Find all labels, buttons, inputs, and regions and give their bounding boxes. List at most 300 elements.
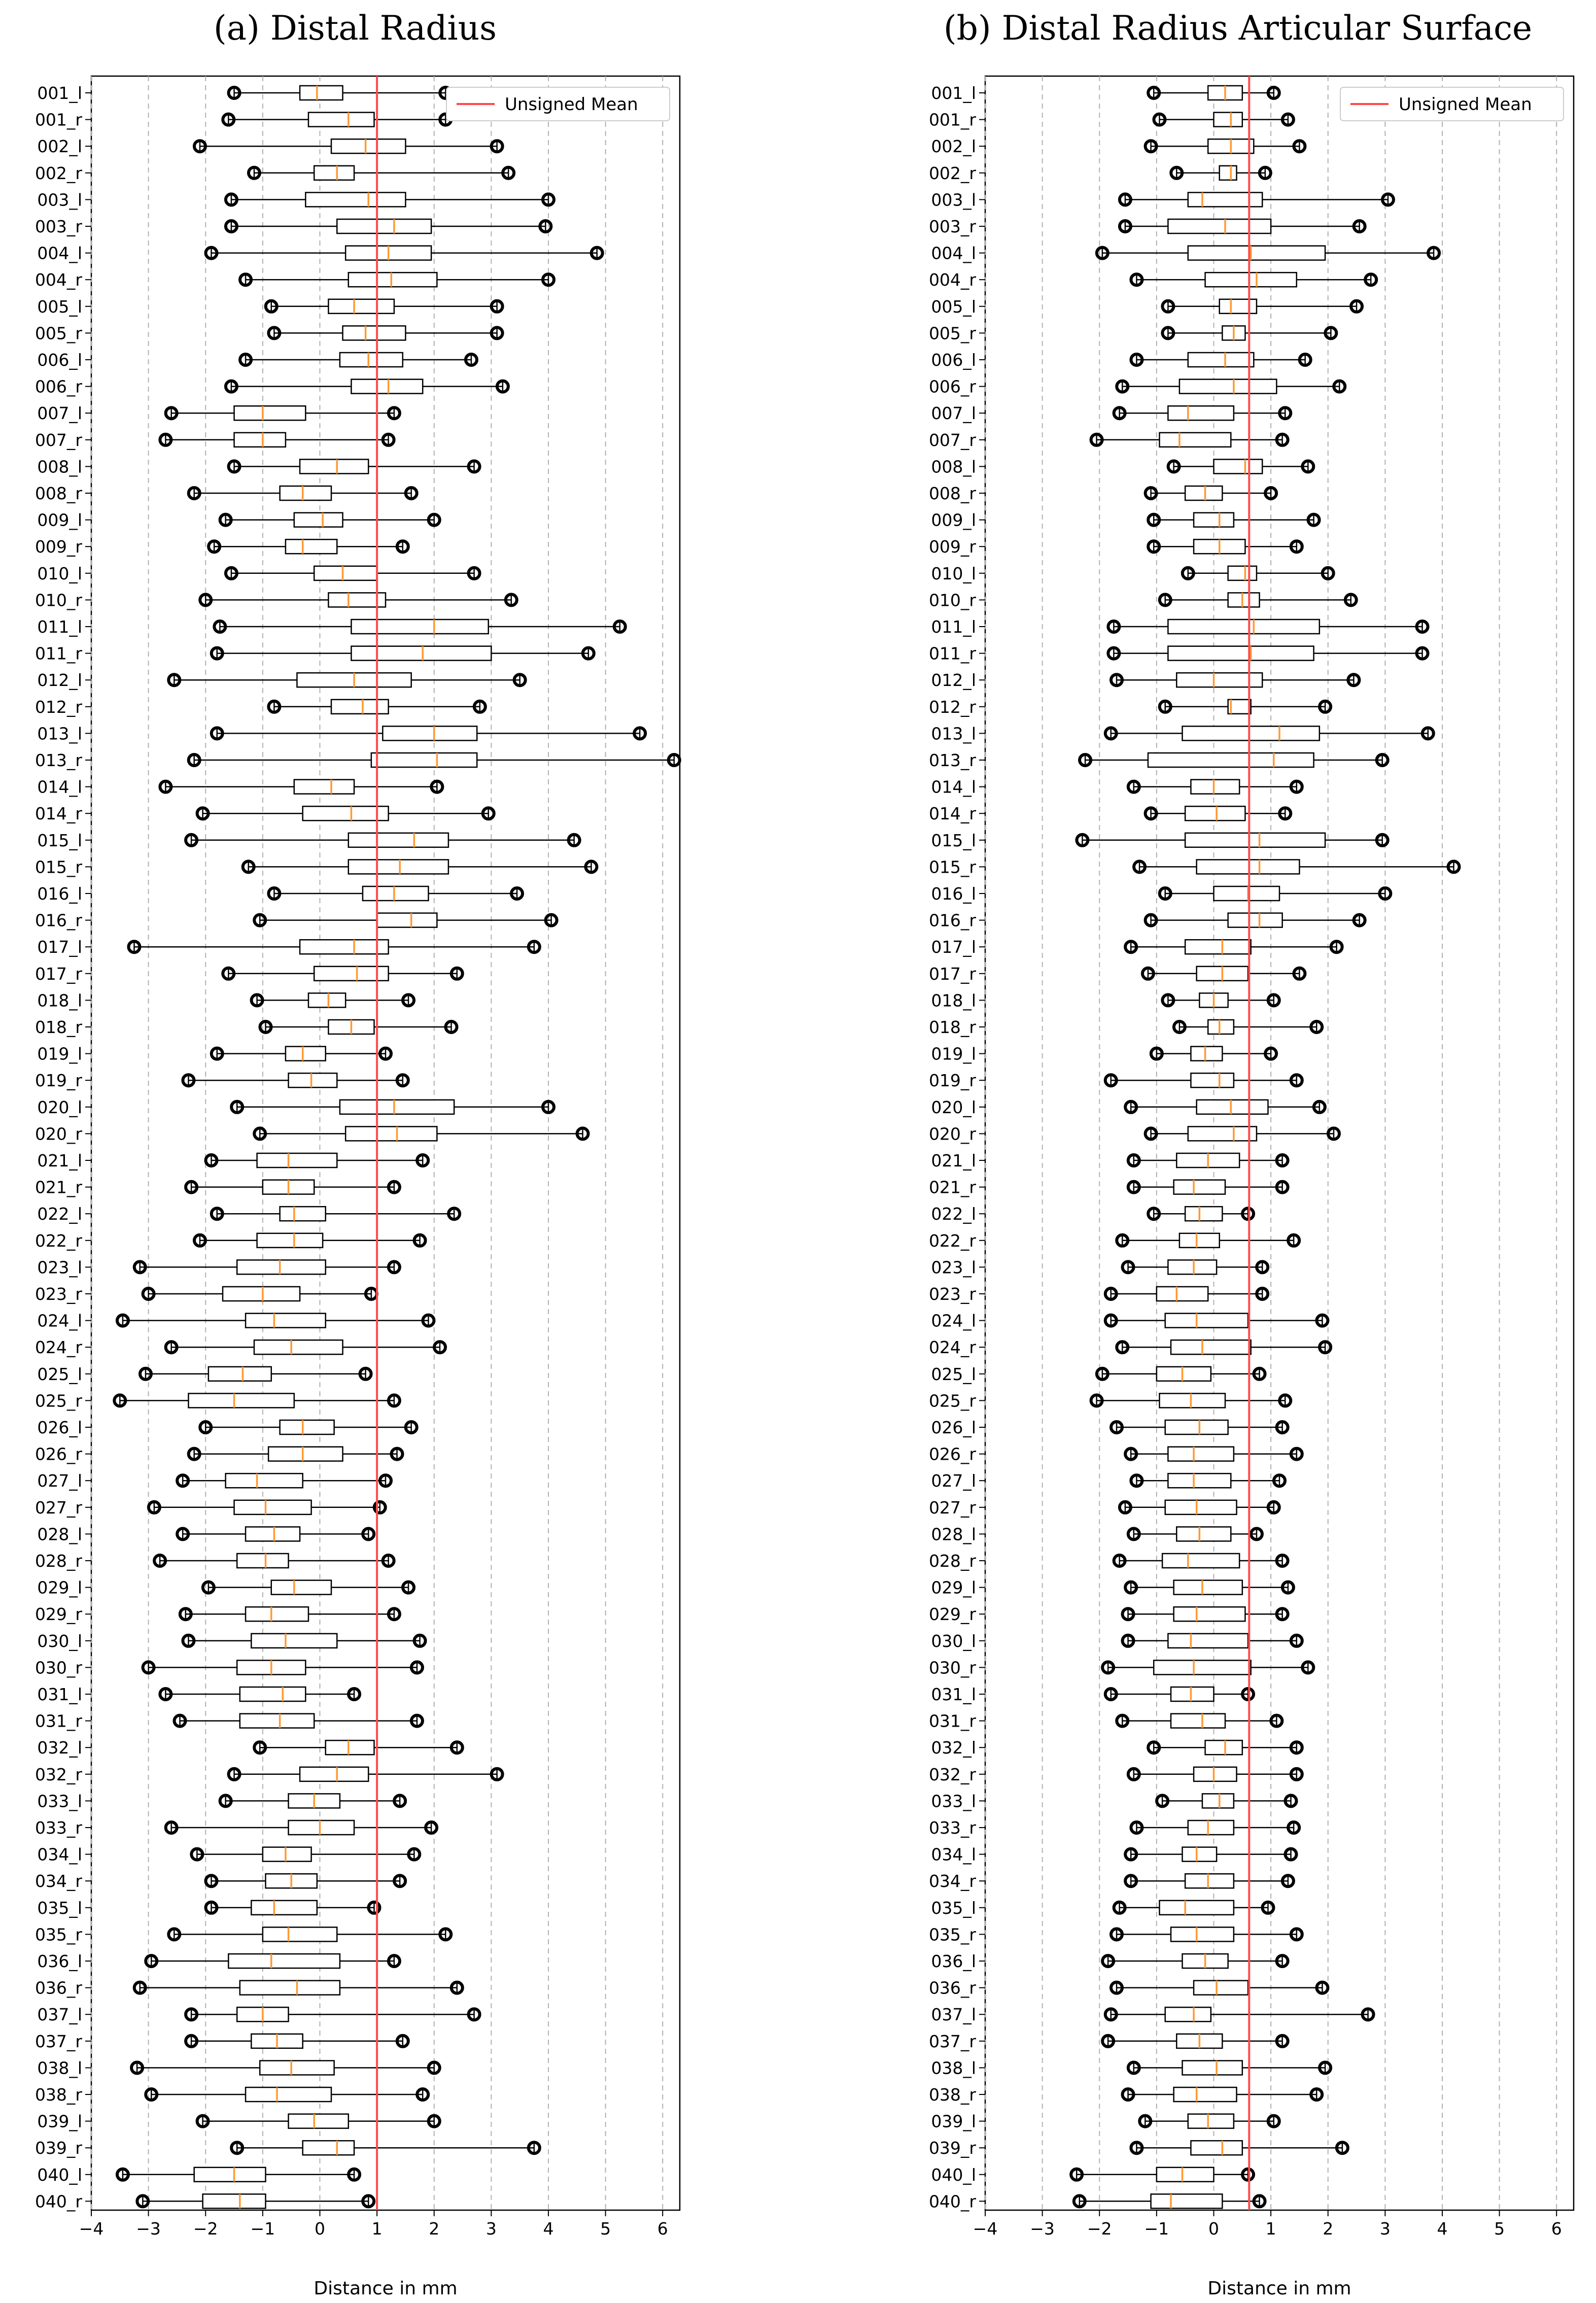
box-iqr (1148, 753, 1314, 767)
y-tick-label: 010_r (928, 590, 976, 610)
box-iqr (377, 913, 437, 927)
box-iqr (1191, 780, 1239, 794)
box-iqr (1174, 1580, 1242, 1595)
y-tick-label: 022_l (37, 1204, 82, 1224)
y-tick-label: 036_r (928, 1978, 976, 1998)
y-tick-label: 036_r (34, 1978, 82, 1998)
box-iqr (1165, 1314, 1248, 1328)
y-tick-label: 030_r (928, 1658, 976, 1678)
y-tick-label: 004_l (37, 243, 82, 263)
legend-label-unsigned-mean: Unsigned Mean (1399, 94, 1532, 115)
y-tick-label: 026_l (931, 1418, 976, 1437)
y-tick-label: 017_l (931, 937, 976, 957)
y-tick-label: 020_l (931, 1097, 976, 1117)
y-tick-label: 032_r (34, 1764, 82, 1784)
y-tick-label: 029_l (931, 1577, 976, 1598)
box-iqr (1162, 1554, 1239, 1568)
y-tick-label: 035_r (928, 1924, 976, 1945)
y-tick-label: 020_r (928, 1124, 976, 1144)
x-tick-label: −1 (250, 2219, 275, 2239)
box-iqr (300, 86, 342, 100)
box-iqr (1157, 1367, 1211, 1381)
y-tick-label: 022_l (931, 1204, 976, 1224)
box-iqr (237, 1554, 288, 1568)
y-tick-label: 038_l (37, 2058, 82, 2078)
box-iqr (326, 1740, 374, 1755)
box-iqr (1188, 1820, 1234, 1835)
y-tick-label: 024_l (931, 1311, 976, 1331)
y-tick-label: 002_r (928, 163, 976, 183)
y-tick-label: 009_l (37, 510, 82, 530)
y-tick-label: 033_l (37, 1791, 82, 1811)
box-iqr (1185, 486, 1222, 500)
y-tick-label: 006_r (928, 376, 976, 397)
y-tick-label: 005_l (931, 296, 976, 317)
y-tick-label: 016_r (34, 910, 82, 931)
y-tick-label: 025_r (928, 1391, 976, 1411)
y-tick-label: 026_r (928, 1444, 976, 1464)
y-tick-label: 017_r (928, 964, 976, 984)
box-iqr (331, 139, 405, 153)
box-iqr (228, 1954, 340, 1968)
box-iqr (331, 700, 389, 714)
box-iqr (343, 326, 406, 340)
y-tick-label: 018_r (928, 1017, 976, 1037)
x-tick-label: −4 (79, 2219, 104, 2239)
y-tick-label: 040_l (931, 2164, 976, 2185)
y-tick-label: 027_r (928, 1497, 976, 1518)
y-tick-label: 025_l (931, 1364, 976, 1384)
box-iqr (1202, 1794, 1234, 1808)
y-tick-label: 015_r (34, 857, 82, 877)
y-tick-label: 017_r (34, 964, 82, 984)
x-tick-label: 1 (1265, 2219, 1276, 2239)
box-iqr (1185, 1874, 1234, 1888)
y-tick-label: 028_l (931, 1524, 976, 1544)
x-tick-label: −1 (1144, 2219, 1169, 2239)
y-tick-label: 031_r (34, 1711, 82, 1731)
box-iqr (383, 726, 477, 740)
box-iqr (1185, 1207, 1222, 1221)
y-tick-label: 033_r (928, 1818, 976, 1838)
x-tick-label: 4 (1437, 2219, 1448, 2239)
box-iqr (194, 2168, 266, 2182)
y-tick-label: 021_l (37, 1151, 82, 1171)
y-tick-label: 037_r (34, 2031, 82, 2051)
box-iqr (257, 1233, 323, 1248)
y-tick-label: 013_l (931, 724, 976, 744)
x-axis-label: Distance in mm (314, 2278, 458, 2299)
box-iqr (246, 1527, 300, 1541)
box-iqr (1174, 1180, 1225, 1194)
y-tick-label: 034_r (34, 1871, 82, 1892)
y-tick-label: 011_r (34, 643, 82, 664)
chart-title: (a) Distal Radius (214, 9, 497, 48)
y-tick-label: 039_l (37, 2111, 82, 2132)
y-tick-label: 009_r (928, 537, 976, 557)
y-tick-label: 009_l (931, 510, 976, 530)
box-iqr (257, 1153, 337, 1167)
x-tick-label: −3 (1030, 2219, 1055, 2239)
y-tick-label: 031_l (931, 1685, 976, 1704)
box-iqr (1168, 1447, 1234, 1461)
box-iqr (345, 1126, 437, 1141)
box-iqr (246, 2087, 331, 2102)
y-tick-label: 025_r (34, 1391, 82, 1411)
y-tick-label: 011_l (931, 617, 976, 637)
box-iqr (1185, 833, 1325, 847)
box-iqr (1188, 192, 1262, 207)
box-iqr (223, 1287, 300, 1301)
box-iqr (240, 1687, 306, 1701)
y-tick-label: 030_l (931, 1631, 976, 1651)
box-iqr (351, 380, 423, 394)
box-iqr (303, 806, 389, 820)
box-iqr (1165, 1420, 1228, 1434)
y-tick-label: 034_r (928, 1871, 976, 1892)
box-iqr (1159, 1393, 1225, 1407)
box-iqr (314, 166, 354, 180)
y-tick-label: 010_l (931, 563, 976, 583)
y-tick-label: 005_r (34, 323, 82, 343)
box-iqr (246, 1314, 326, 1328)
box-iqr (1228, 913, 1282, 927)
y-tick-label: 021_r (928, 1177, 976, 1197)
y-tick-label: 024_r (34, 1337, 82, 1358)
y-tick-label: 029_l (37, 1577, 82, 1598)
y-tick-label: 013_r (928, 750, 976, 770)
y-tick-label: 036_l (931, 1951, 976, 1971)
y-tick-label: 007_l (37, 403, 82, 424)
box-iqr (263, 1927, 337, 1941)
box-iqr (363, 886, 429, 901)
box-iqr (1168, 646, 1313, 661)
y-tick-label: 040_r (928, 2191, 976, 2212)
y-tick-label: 027_l (931, 1471, 976, 1491)
y-tick-label: 019_r (928, 1071, 976, 1091)
y-tick-label: 019_l (37, 1044, 82, 1064)
y-tick-label: 003_r (34, 217, 82, 236)
box-iqr (1159, 1901, 1233, 1915)
box-iqr (188, 1393, 294, 1407)
box-iqr (1194, 1981, 1248, 1995)
box-iqr (286, 1047, 326, 1061)
legend (1340, 87, 1564, 121)
y-tick-label: 023_l (931, 1257, 976, 1278)
y-tick-label: 021_r (34, 1177, 82, 1197)
y-tick-label: 035_l (37, 1898, 82, 1918)
box-iqr (237, 1260, 326, 1274)
box-iqr (1228, 566, 1257, 580)
y-tick-label: 004_r (928, 270, 976, 290)
x-tick-label: 4 (543, 2219, 554, 2239)
y-tick-label: 031_r (928, 1711, 976, 1731)
y-tick-label: 017_l (37, 937, 82, 957)
legend-label-unsigned-mean: Unsigned Mean (505, 94, 638, 115)
box-iqr (1213, 459, 1262, 473)
box-iqr (1185, 806, 1245, 820)
box-iqr (246, 1607, 308, 1621)
box-iqr (300, 459, 368, 473)
box-iqr (1183, 1847, 1217, 1862)
x-tick-label: 1 (371, 2219, 383, 2239)
box-iqr (371, 753, 477, 767)
x-tick-label: −2 (1087, 2219, 1112, 2239)
box-iqr (240, 1981, 340, 1995)
x-tick-label: 3 (485, 2219, 497, 2239)
box-iqr (1197, 1100, 1268, 1114)
y-tick-label: 007_r (928, 430, 976, 450)
y-tick-label: 040_l (37, 2164, 82, 2185)
box-iqr (1179, 1233, 1220, 1248)
box-iqr (254, 1340, 343, 1354)
y-tick-label: 023_r (34, 1284, 82, 1304)
x-axis-label: Distance in mm (1207, 2278, 1351, 2299)
y-tick-label: 034_l (931, 1844, 976, 1865)
y-tick-label: 026_r (34, 1444, 82, 1464)
legend (446, 87, 670, 121)
y-tick-label: 019_l (931, 1044, 976, 1064)
y-tick-label: 008_l (931, 457, 976, 477)
box-iqr (1157, 1287, 1208, 1301)
y-tick-label: 007_r (34, 430, 82, 450)
x-tick-label: −2 (193, 2219, 218, 2239)
y-tick-label: 002_r (34, 163, 82, 183)
y-tick-label: 014_r (34, 804, 82, 824)
box-iqr (351, 620, 488, 634)
box-iqr (289, 1073, 337, 1087)
y-tick-label: 005_r (928, 323, 976, 343)
y-tick-label: 018_l (931, 990, 976, 1011)
box-iqr (1168, 1634, 1248, 1648)
box-iqr (1183, 726, 1320, 740)
box-iqr (1205, 1740, 1242, 1755)
y-tick-label: 033_l (931, 1791, 976, 1811)
box-iqr (260, 2060, 334, 2075)
y-tick-label: 029_r (34, 1604, 82, 1625)
y-tick-label: 033_r (34, 1818, 82, 1838)
y-tick-label: 035_l (931, 1898, 976, 1918)
y-tick-label: 001_r (34, 110, 82, 130)
y-tick-label: 014_l (931, 777, 976, 797)
box-iqr (251, 1634, 337, 1648)
y-tick-label: 002_l (931, 136, 976, 157)
y-tick-label: 019_r (34, 1071, 82, 1091)
y-tick-label: 015_r (928, 857, 976, 877)
box-iqr (1179, 380, 1276, 394)
y-tick-label: 026_l (37, 1418, 82, 1437)
y-tick-label: 016_l (931, 884, 976, 904)
y-tick-label: 039_r (928, 2138, 976, 2158)
box-iqr (1185, 940, 1251, 954)
y-tick-label: 013_r (34, 750, 82, 770)
box-iqr (234, 1500, 311, 1515)
box-iqr (263, 1847, 311, 1862)
y-tick-label: 038_r (928, 2085, 976, 2105)
box-iqr (1171, 1340, 1251, 1354)
box-iqr (1188, 1126, 1257, 1141)
box-iqr (1159, 433, 1231, 447)
y-tick-label: 028_l (37, 1524, 82, 1544)
x-tick-label: 5 (1494, 2219, 1505, 2239)
y-tick-label: 024_l (37, 1311, 82, 1331)
box-iqr (308, 993, 345, 1007)
y-tick-label: 022_r (34, 1230, 82, 1251)
box-iqr (1157, 2168, 1214, 2182)
y-tick-label: 018_r (34, 1017, 82, 1037)
x-tick-label: 0 (314, 2219, 325, 2239)
y-tick-label: 032_r (928, 1764, 976, 1784)
box-iqr (289, 1820, 355, 1835)
box-iqr (300, 1767, 368, 1781)
y-tick-label: 038_l (931, 2058, 976, 2078)
box-iqr (240, 1714, 314, 1728)
y-tick-label: 022_r (928, 1230, 976, 1251)
box-iqr (1220, 299, 1257, 314)
box-iqr (1191, 2141, 1242, 2155)
box-iqr (1174, 2087, 1237, 2102)
y-tick-label: 035_r (34, 1924, 82, 1945)
box-iqr (1171, 1687, 1213, 1701)
box-iqr (1188, 246, 1325, 260)
y-tick-label: 003_l (931, 190, 976, 210)
x-tick-label: 6 (1551, 2219, 1562, 2239)
box-iqr (271, 1580, 331, 1595)
y-tick-label: 014_l (37, 777, 82, 797)
y-tick-label: 010_r (34, 590, 82, 610)
x-tick-label: 2 (429, 2219, 440, 2239)
y-tick-label: 008_l (37, 457, 82, 477)
y-tick-label: 016_l (37, 884, 82, 904)
y-tick-label: 020_l (37, 1097, 82, 1117)
y-tick-label: 006_r (34, 376, 82, 397)
box-iqr (1171, 1714, 1225, 1728)
box-iqr (1174, 1607, 1245, 1621)
box-iqr (340, 353, 403, 367)
y-tick-label: 024_r (928, 1337, 976, 1358)
y-tick-label: 032_l (931, 1738, 976, 1758)
y-tick-label: 028_r (34, 1551, 82, 1571)
y-tick-label: 038_r (34, 2085, 82, 2105)
box-iqr (308, 113, 374, 127)
box-iqr (340, 1100, 454, 1114)
y-tick-label: 030_r (34, 1658, 82, 1678)
y-tick-label: 039_r (34, 2138, 82, 2158)
box-iqr (280, 1207, 326, 1221)
box-iqr (1183, 2060, 1242, 2075)
box-iqr (1168, 1260, 1217, 1274)
box-iqr (328, 299, 394, 314)
y-tick-label: 015_l (37, 830, 82, 850)
box-iqr (289, 2114, 349, 2128)
box-iqr (1165, 2007, 1211, 2021)
y-tick-label: 015_l (931, 830, 976, 850)
x-tick-label: 0 (1208, 2219, 1219, 2239)
box-iqr (1154, 1660, 1251, 1674)
y-tick-label: 008_r (928, 484, 976, 503)
y-tick-label: 032_l (37, 1738, 82, 1758)
y-tick-label: 021_l (931, 1151, 976, 1171)
y-tick-label: 006_l (37, 350, 82, 370)
y-tick-label: 012_l (931, 670, 976, 691)
box-iqr (1205, 272, 1297, 287)
box-iqr (234, 433, 286, 447)
y-tick-label: 011_l (37, 617, 82, 637)
y-tick-label: 028_r (928, 1551, 976, 1571)
y-tick-label: 027_r (34, 1497, 82, 1518)
box-iqr (280, 1420, 334, 1434)
y-tick-label: 013_l (37, 724, 82, 744)
box-iqr (351, 646, 491, 661)
y-tick-label: 014_r (928, 804, 976, 824)
x-tick-label: 6 (657, 2219, 668, 2239)
y-tick-label: 007_l (931, 403, 976, 424)
y-tick-label: 002_l (37, 136, 82, 157)
y-tick-label: 009_r (34, 537, 82, 557)
y-tick-label: 016_r (928, 910, 976, 931)
box-iqr (1188, 353, 1254, 367)
box-iqr (286, 539, 337, 554)
y-tick-label: 025_l (37, 1364, 82, 1384)
y-tick-label: 008_r (34, 484, 82, 503)
y-tick-label: 003_l (37, 190, 82, 210)
y-tick-label: 031_l (37, 1685, 82, 1704)
box-iqr (1191, 1047, 1222, 1061)
box-iqr (1188, 2114, 1234, 2128)
y-tick-label: 039_l (931, 2111, 976, 2132)
box-iqr (1208, 1020, 1234, 1034)
box-iqr (349, 272, 437, 287)
box-iqr (1151, 2194, 1223, 2208)
y-tick-label: 037_l (931, 2005, 976, 2025)
box-iqr (1168, 620, 1319, 634)
box-iqr (280, 486, 331, 500)
box-iqr (1191, 1073, 1233, 1087)
y-tick-label: 011_r (928, 643, 976, 664)
box-iqr (268, 1447, 342, 1461)
box-iqr (1171, 1927, 1234, 1941)
x-tick-label: −3 (136, 2219, 161, 2239)
box-iqr (1220, 166, 1237, 180)
box-iqr (314, 566, 377, 580)
y-tick-label: 020_r (34, 1124, 82, 1144)
chart-title: (b) Distal Radius Articular Surface (943, 9, 1533, 48)
box-iqr (1194, 1767, 1236, 1781)
y-tick-label: 001_l (931, 83, 976, 103)
box-iqr (1194, 513, 1234, 527)
box-iqr (1168, 219, 1271, 233)
box-iqr (209, 1367, 271, 1381)
box-iqr (1213, 886, 1279, 901)
x-tick-label: −4 (973, 2219, 998, 2239)
box-iqr (1165, 1500, 1237, 1515)
y-tick-label: 027_l (37, 1471, 82, 1491)
box-iqr (1228, 593, 1260, 607)
box-iqr (203, 2194, 266, 2208)
box-iqr (294, 513, 343, 527)
box-iqr (305, 192, 405, 207)
y-tick-label: 036_l (37, 1951, 82, 1971)
y-tick-label: 001_r (928, 110, 976, 130)
y-tick-label: 012_l (37, 670, 82, 691)
box-iqr (226, 1473, 303, 1488)
y-tick-label: 023_r (928, 1284, 976, 1304)
y-tick-label: 012_r (928, 697, 976, 717)
y-tick-label: 006_l (931, 350, 976, 370)
y-tick-label: 037_r (928, 2031, 976, 2051)
box-iqr (251, 1901, 317, 1915)
box-iqr (234, 406, 306, 420)
